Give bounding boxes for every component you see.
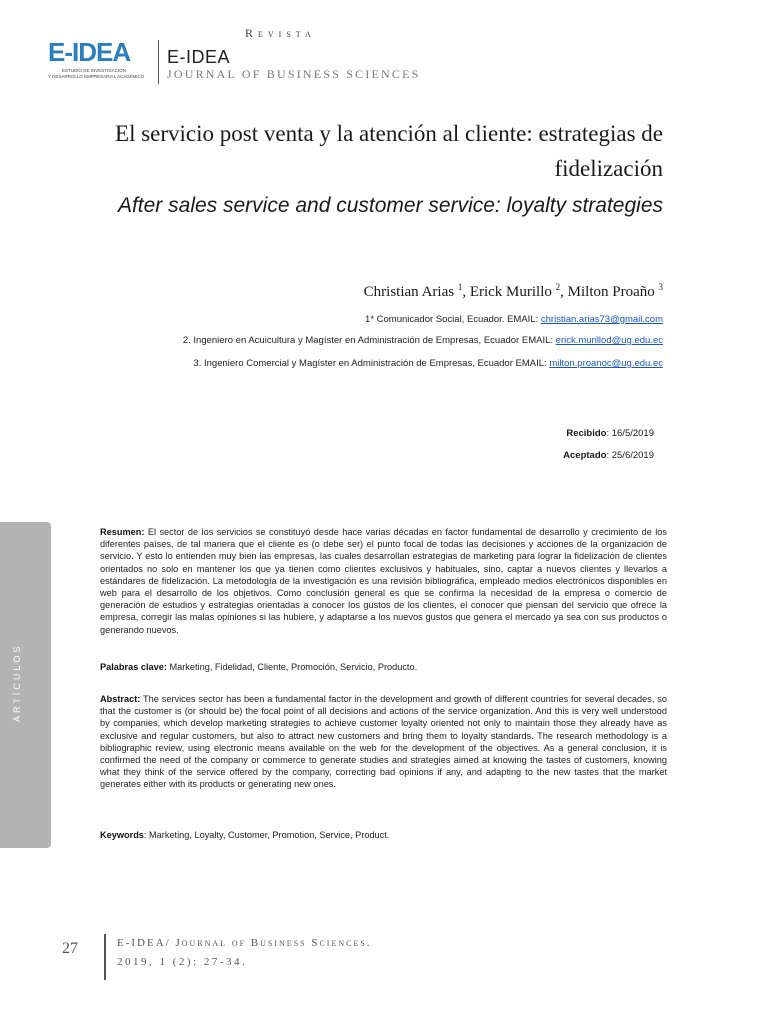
footer-citation-line-1: E-IDEA/ Journal of Business Sciences. — [117, 937, 372, 949]
affiliation-1 — [80, 314, 663, 325]
author-1-sup: 1 — [457, 282, 463, 292]
affiliation-text: 1* Comunicador Social, Ecuador. EMAIL: — [365, 314, 541, 325]
abstract-label: Abstract: — [100, 694, 141, 704]
title-spanish: El servicio post venta y la atención al cliente: estrategias de fidelización — [115, 121, 663, 181]
resumen-label: Resumen: — [100, 527, 145, 537]
palabras-clave-paragraph — [100, 661, 667, 673]
journal-name: JOURNAL OF BUSINESS SCIENCES — [167, 67, 421, 81]
section-side-tab — [0, 522, 51, 848]
abstract-paragraph — [100, 693, 667, 791]
journal-logo: E-IDEA — [48, 37, 131, 67]
email-link[interactable]: christian.arias73@gmail.com — [540, 314, 663, 325]
email-link[interactable]: milton.proanoc@ug.edu.ec — [549, 358, 663, 369]
author-3-sup: 3 — [658, 282, 663, 292]
palabras-clave-label: Palabras clave: — [100, 662, 167, 672]
author-1: Christian Arias — [363, 284, 455, 300]
accepted-label: Aceptado — [563, 450, 607, 461]
accepted-value: : 25/6/2019 — [606, 450, 654, 461]
affiliation-3 — [80, 358, 663, 369]
keywords-label: Keywords — [100, 830, 144, 840]
footer-citation-line-2: 2019, 1 (2): 27-34. — [117, 956, 248, 968]
journal-brand: E-IDEA — [167, 47, 231, 67]
resumen-text: El sector de los servicios se constituyó desde hace varias décadas en factor fundamental de desarrollo y crecimiento de los diferentes países, de tal manera que el cliente es (o debe ser) el punto focal de todas las decisiones y acciones de la organización de servicio. Y esto lo entienden muy bien las empresas, las cuales desarrollan estrategias de marketing para lograr la fidelización de clientes orientados no solo en mantener los que ya tienen como clientes exclusivos y habituales, sino, captar a nuevos clientes y llevarlos a estándares de fidelización. La metodología de la investigación es una revisión bibliográfica, empleado medios electrónicos disponibles en web para el desarrollo de los objetivos. Como conclusión general es que se confirma la necesidad de la empresa o comercio de generación de estudios y estrategias orientadas a conocer los gustos de los clientes, el conocer que piensan del servicio que ofrece la empresa, corregir las malas opiniones si las hubiere, y adaptarse a los nuevos gustos que genera el mercado ya sea con sus productos o generando nuevos. — [100, 527, 667, 635]
received-value: : 16/5/2019 — [606, 428, 654, 439]
keywords-text: : Marketing, Loyalty, Customer, Promotion, Service, Product. — [143, 830, 390, 840]
affiliation-text: 2. Ingeniero en Acuicultura y Magíster en Administración de Empresas, Ecuador EMAIL: — [182, 335, 556, 346]
keywords-paragraph — [100, 829, 667, 841]
abstract-text: The services sector has been a fundamental factor in the development and growth of different countries for several decades, so that the customer is (or should be) the focal point of all decisions and actions of the service organization. And this is very well understood by companies, which develop marketing strategies to achieve customer loyalty oriented not only to maintain those they already have as exclusive and regular customers, but also to attract new customers and bring them to loyalty standards. The research methodology is a bibliographic review, using electronic means available on the web for the development of the objectives. As a general conclusion, it is confirmed the need of the company or commerce to generate studies and strategies aimed at knowing the tastes of customers, knowing what they think of the service offered by the company, correcting bad opinions if any, and adapting to the new tastes that the market generates either with its products or generating new ones. — [100, 694, 667, 790]
resumen-paragraph — [100, 526, 667, 636]
received-label: Recibido — [566, 428, 607, 439]
email-link[interactable]: erick.murillod@ug.edu.ec — [555, 335, 663, 346]
author-separator: , — [462, 284, 470, 300]
footer-divider — [104, 934, 106, 980]
author-2-sup: 2 — [555, 282, 561, 292]
author-3: Milton Proaño — [567, 284, 655, 300]
section-side-label: ARTÍCULOS — [12, 643, 22, 722]
accepted-date — [400, 450, 654, 461]
author-separator: , — [560, 284, 568, 300]
logo-subtitle-2: Y DESARROLLO EMPRESARIAL ACADÉMICO — [48, 74, 145, 79]
title-english: After sales service and customer service: loyalty strategies — [117, 194, 663, 217]
affiliation-text: 3. Ingeniero Comercial y Magíster en Administración de Empresas, Ecuador EMAIL: — [193, 358, 550, 369]
page-number: 27 — [62, 940, 78, 957]
author-2: Erick Murillo — [469, 284, 552, 300]
logo-subtitle-1: ESTUDIO DE INVESTIGACIÓN — [62, 68, 127, 73]
revista-label: Revista — [245, 26, 316, 40]
palabras-clave-text: Marketing, Fidelidad, Cliente, Promoción, Servicio, Producto. — [166, 662, 418, 672]
header-divider — [158, 40, 159, 84]
received-date — [400, 428, 654, 439]
affiliation-2 — [80, 335, 663, 346]
authors-line — [200, 282, 663, 301]
